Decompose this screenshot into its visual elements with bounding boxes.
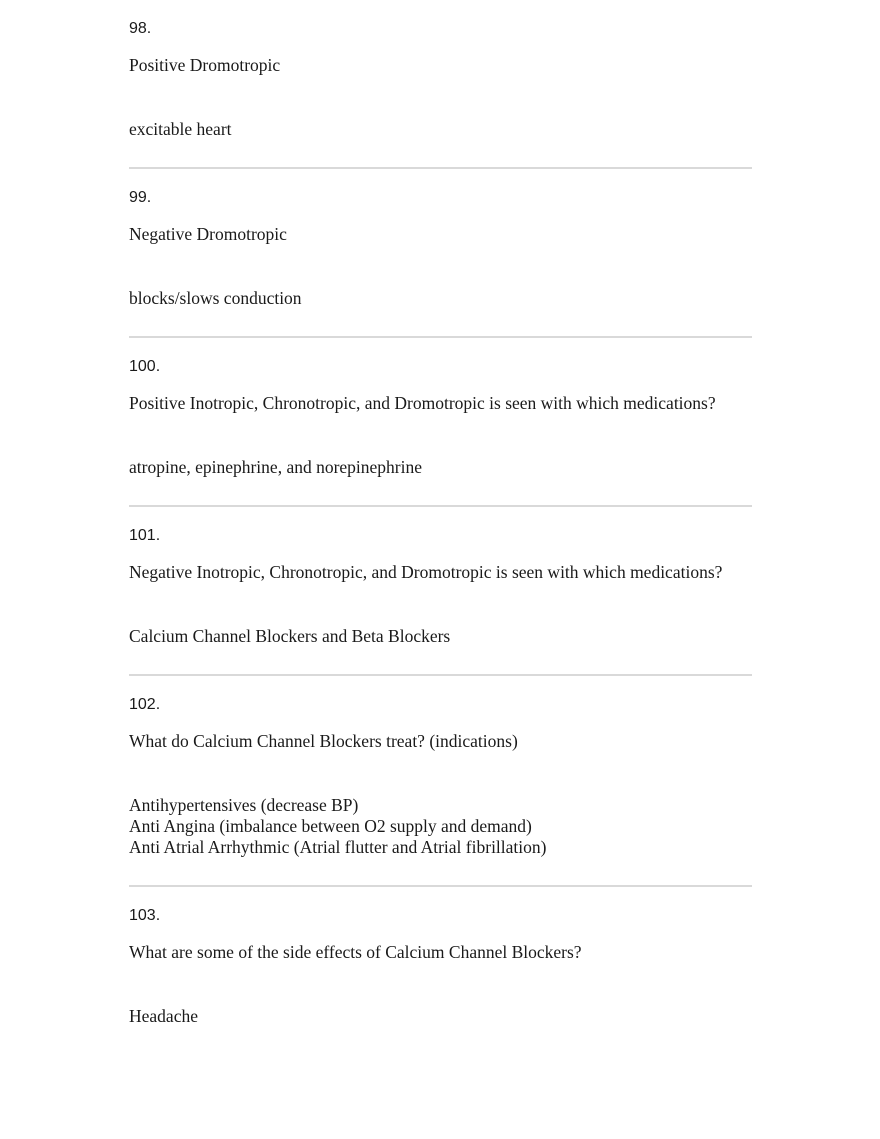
definition-line: excitable heart (129, 119, 232, 139)
card-term: What are some of the side effects of Calcium Channel Blockers? (129, 942, 582, 962)
definition-line: Antihypertensives (decrease BP) (129, 795, 359, 815)
definition-line: atropine, epinephrine, and norepinephrine (129, 457, 423, 477)
flashcard-list (129, 0, 752, 1054)
card-definition (129, 76, 752, 167)
card-term: What do Calcium Channel Blockers treat? (indications) (129, 731, 518, 751)
card-term: Negative Inotropic, Chronotropic, and Dromotropic is seen with which medications? (129, 562, 723, 582)
card-number: 102. (129, 696, 161, 713)
flashcard-101 (129, 507, 752, 676)
card-number: 103. (129, 907, 161, 924)
definition-line: Calcium Channel Blockers and Beta Blockers (129, 626, 451, 646)
card-number: 98. (129, 20, 152, 37)
card-term: Positive Inotropic, Chronotropic, and Dromotropic is seen with which medications? (129, 393, 716, 413)
flashcard-100 (129, 338, 752, 507)
card-definition (129, 752, 752, 885)
definition-line: Anti Angina (imbalance between O2 supply and demand) (129, 816, 532, 836)
card-number: 101. (129, 527, 161, 544)
card-term: Negative Dromotropic (129, 224, 287, 244)
card-definition (129, 963, 752, 1054)
card-definition (129, 414, 752, 505)
flashcard-99 (129, 169, 752, 338)
card-number: 100. (129, 358, 161, 375)
flashcard-98 (129, 0, 752, 169)
card-definition (129, 583, 752, 674)
definition-line: Headache (129, 1006, 198, 1026)
card-number: 99. (129, 189, 152, 206)
card-term: Positive Dromotropic (129, 55, 281, 75)
definition-line: Anti Atrial Arrhythmic (Atrial flutter and Atrial fibrillation) (129, 837, 547, 857)
definition-line: blocks/slows conduction (129, 288, 302, 308)
flashcard-103 (129, 887, 752, 1054)
card-definition (129, 245, 752, 336)
flashcard-102 (129, 676, 752, 887)
